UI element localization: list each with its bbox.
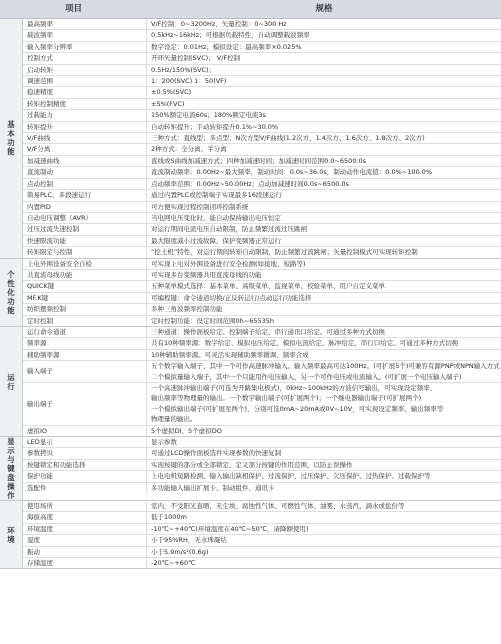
table-row — [23, 281, 501, 292]
row-name: 共直流母线功能 — [23, 270, 147, 280]
value-line: 0.5Hz/150%(SVC)； — [151, 65, 216, 74]
row-name: 运行命令通道 — [23, 327, 147, 337]
value-line: -20℃~+60℃ — [151, 559, 196, 568]
value-line: 定时控制功能：设定时间范围0h~65535h — [151, 316, 274, 325]
value-line: 显示参数 — [151, 438, 177, 447]
row-value — [147, 19, 501, 29]
table-row — [23, 547, 501, 558]
header-item: 项目 — [64, 4, 82, 14]
table-row — [23, 99, 501, 110]
row-value — [147, 471, 501, 481]
value-line: 五个数字输入端子，其中一个可作高速脉冲输入。输入频率最高可达100Hz。(可扩展5个)可兼容有源PNP或NPN输入方式 — [151, 362, 500, 371]
table-row — [23, 558, 501, 568]
row-value — [147, 133, 501, 143]
row-name: 转矩提升 — [23, 122, 147, 132]
value-line: 一个高速脉冲输出端子(可选为开路集电极式)，0kHz~100kHz的方波信号输出，可实现设定频率、 — [151, 384, 437, 392]
value-line: 多功能输入输出扩展卡、制动组件、通讯卡 — [151, 483, 275, 492]
table-row — [23, 53, 501, 64]
value-line: 小于95%RH，无水珠凝结 — [151, 536, 227, 545]
row-value — [147, 99, 501, 109]
table-row — [23, 19, 501, 30]
value-line: 输出频率等物理量的输出。一个数字输出端子(可扩展两个)；一个继电器输出端子(可扩展两个) — [151, 394, 422, 403]
row-name: 调速范围 — [23, 76, 147, 86]
value-line: 当电网电压变化时，能自动保持输出电压恒定 — [151, 213, 281, 222]
row-name: 海拔高度 — [23, 512, 147, 522]
value-line: 多种三角波频率控制功能 — [151, 305, 223, 314]
value-line: V/F控制：0~3200Hz，矢量控制：0~300 Hz — [151, 20, 287, 28]
table-row — [23, 144, 501, 155]
row-value — [147, 448, 501, 458]
row-value — [147, 65, 501, 75]
row-value — [147, 87, 501, 97]
row-value — [147, 460, 501, 470]
row-name: 点动控制 — [23, 179, 147, 189]
value-line: 物理量的输出。 — [151, 415, 197, 424]
row-name: 稳速精度 — [23, 87, 147, 97]
table-row — [23, 133, 501, 144]
value-line: 可实现多台变频器共用直流母线的功能 — [151, 270, 262, 279]
table-row — [23, 471, 501, 482]
row-value — [147, 383, 501, 425]
value-line: 三种方式：直线型；多点型；N次方型V/F曲线(1.2次方、1.4次方、1.6次方、1.8次方、2次方) — [151, 134, 425, 143]
spec-group — [0, 437, 501, 501]
row-name: 上电外围设备安全自检 — [23, 259, 147, 269]
table-row — [23, 76, 501, 87]
table-row — [23, 259, 501, 270]
row-value — [147, 512, 501, 522]
row-name: 直流制动 — [23, 167, 147, 177]
value-line: 自动转矩提升；手动转矩提升0.1%~30.0% — [151, 122, 279, 131]
row-name: 最高频率 — [23, 19, 147, 29]
row-name: MF.K键 — [23, 293, 147, 303]
row-value — [147, 483, 501, 493]
value-line: ±0.5%(SVC) — [151, 88, 192, 97]
table-row — [23, 167, 501, 178]
table-row — [23, 426, 501, 436]
spec-group — [0, 327, 501, 437]
row-name: 定时控制 — [23, 316, 147, 326]
row-value — [147, 224, 501, 234]
table-row — [23, 202, 501, 213]
row-value — [147, 236, 501, 246]
table-row — [23, 156, 501, 167]
row-name: 自动电压调整（AVR） — [23, 213, 147, 223]
row-name: 转矩控制精度 — [23, 99, 147, 109]
row-name: 纺织摆频控制 — [23, 304, 147, 314]
table-row — [23, 293, 501, 304]
row-name: 参数拷贝 — [23, 448, 147, 458]
table-row — [23, 224, 501, 235]
value-line: “挖土机”特性，对运行期间转矩自动限制，防止频繁过流跳闸；矢量控制模式可实现转矩控制 — [151, 248, 418, 257]
row-value — [147, 122, 501, 132]
row-name: 输入频率分辨率 — [23, 42, 147, 52]
value-line: 三种通道：操作面板给定、控制端子给定、串行通讯口给定。可通过多种方式切换 — [151, 327, 385, 336]
value-line: 小于5.9m/s²(0.6g) — [151, 547, 209, 556]
row-name: 存储温度 — [23, 558, 147, 568]
group-label: 显 示 与 键 盘 操 作 — [0, 437, 23, 500]
row-value — [147, 426, 501, 436]
value-line: 点动频率范围：0.00Hz~50.00Hz；点动加减速时间0.0s~6500.0s — [151, 179, 349, 188]
table-row — [23, 448, 501, 459]
value-line: 数字设定：0.01Hz；模拟设定：最高频率×0.025% — [151, 42, 302, 51]
row-name: 控制方式 — [23, 53, 147, 63]
table-row — [23, 437, 501, 448]
value-line: 低于1000m — [151, 513, 187, 522]
value-line: 5个虚拟DI、5个虚拟DO — [151, 426, 222, 435]
value-line: 最大限度减小过流故障，保护变频器正常运行 — [151, 236, 281, 245]
row-value — [147, 361, 501, 382]
value-line: 通过内置PLC或控制端子实现最多16段速运行 — [151, 191, 282, 200]
row-name: LED显示 — [23, 437, 147, 447]
table-row — [23, 179, 501, 190]
spec-group — [0, 19, 501, 259]
table-row — [23, 338, 501, 349]
table-row — [23, 361, 501, 383]
table-row — [23, 501, 501, 512]
row-value — [147, 179, 501, 189]
value-line: 五种菜单模式选择：基本菜单、高级菜单、监视菜单、校验菜单、用户自定义菜单 — [151, 282, 385, 291]
value-line: 150%额定电流60s；180%额定电流3s — [151, 111, 266, 120]
row-value — [147, 316, 501, 326]
row-name: 过压过流失速控制 — [23, 224, 147, 234]
row-value — [147, 156, 501, 166]
value-line: 1：200(SVC) 1：50(VF) — [151, 77, 227, 86]
group-label: 运 行 — [0, 327, 23, 436]
row-name: 环境温度 — [23, 524, 147, 534]
row-name: 内置PID — [23, 202, 147, 212]
table-row — [23, 460, 501, 471]
row-value — [147, 202, 501, 212]
row-value — [147, 338, 501, 348]
table-row — [23, 350, 501, 361]
row-value — [147, 213, 501, 223]
group-label: 环 境 — [0, 501, 23, 568]
value-line: ±5%(FVC) — [151, 99, 185, 108]
row-value — [147, 144, 501, 154]
value-line: 实现按键的部分或全部锁定，定义部分按键的作用范围，以防止误操作 — [151, 460, 353, 469]
value-line: 室内，不受阳光直晒，无尘埃、腐蚀性气体、可燃性气体、油雾、水蒸汽、滴水或盐份等 — [151, 502, 405, 511]
spec-group — [0, 501, 501, 569]
table-row — [23, 304, 501, 315]
row-name: 转矩限定与控制 — [23, 247, 147, 257]
row-value — [147, 524, 501, 534]
value-line: 可通过LCD操作面板选件实现参数的快速复制 — [151, 449, 282, 458]
table-body — [0, 19, 501, 569]
row-name: 启动转矩 — [23, 65, 147, 75]
row-name: V/F曲线 — [23, 133, 147, 143]
value-line: 上电电机短路检测、输入输出缺相保护、过流保护、过压保护、欠压保护、过热保护、过载保护等 — [151, 472, 431, 481]
row-name: 输出端子 — [23, 383, 147, 425]
row-value — [147, 350, 501, 360]
table-row — [23, 190, 501, 201]
table-row — [23, 383, 501, 426]
value-line: 可实现上电对外围设备进行安全检测(如接地、短路等) — [151, 259, 306, 268]
row-name: V/F分离 — [23, 144, 147, 154]
row-value — [147, 304, 501, 314]
row-name: 简易PLC、多段速运行 — [23, 190, 147, 200]
group-label: 基 本 功 能 — [0, 19, 23, 258]
row-value — [147, 501, 501, 511]
row-value — [147, 558, 501, 568]
row-value — [147, 437, 501, 447]
value-line: 直流制动频率：0.00Hz~最大频率，制动时间：0.0s~36.0s，制动动作电流值：0.0%~100.0% — [151, 168, 432, 177]
table-row — [23, 512, 501, 523]
row-value — [147, 293, 501, 303]
table-row — [23, 327, 501, 338]
row-name: 输入端子 — [23, 361, 147, 382]
row-value — [147, 281, 501, 291]
table-row — [23, 213, 501, 224]
row-value — [147, 259, 501, 269]
row-name: 过载能力 — [23, 110, 147, 120]
row-value — [147, 247, 501, 257]
table-row — [23, 236, 501, 247]
row-value — [147, 30, 501, 40]
value-line: -10℃~+40℃(环境温度在40℃~50℃，请降额使用) — [151, 524, 309, 533]
row-name: 按键锁定和功能选择 — [23, 460, 147, 470]
table-row — [23, 42, 501, 53]
table-row — [23, 110, 501, 121]
value-line: 直线或S曲线加减速方式；四种加减速时间；加减速时间范围0.0~6500.0s — [151, 156, 367, 165]
row-name: 湿度 — [23, 535, 147, 545]
row-value — [147, 53, 501, 63]
table-row — [23, 524, 501, 535]
spec-group — [0, 259, 501, 327]
row-value — [147, 42, 501, 52]
value-line: 开环矢量控制(SVC)； V/F控制 — [151, 54, 241, 63]
row-name: 频率源 — [23, 338, 147, 348]
table-row — [23, 247, 501, 257]
table-row — [23, 30, 501, 41]
table-row — [23, 122, 501, 133]
header-spec: 规格 — [315, 4, 333, 14]
value-line: 10种辅助频率源。可灵活实现辅助频率微调、频率合成 — [151, 350, 309, 359]
value-line: 可编程键：命令通道切换/正反转运行/点动运行功能选择 — [151, 293, 312, 302]
group-label: 个 性 化 功 能 — [0, 259, 23, 326]
table-row — [23, 483, 501, 493]
row-name: 使用场所 — [23, 501, 147, 511]
row-value — [147, 270, 501, 280]
value-line: 2种方式：全分离、半分离 — [151, 145, 227, 154]
row-name: 虚拟IO — [23, 426, 147, 436]
row-name: 振动 — [23, 547, 147, 557]
table-row — [23, 270, 501, 281]
table-row — [23, 87, 501, 98]
row-name: 辅助频率源 — [23, 350, 147, 360]
value-line: 共有10种频率源：数字给定、模拟电压给定、模拟电流给定、脉冲给定、串行口给定。可通过多种方式切换 — [151, 339, 459, 348]
value-line: 0.5kHz~16kHz；可根据负载特性，自动调整载波频率 — [151, 31, 310, 40]
value-line: 可方便实现过程控制闭环控制系统 — [151, 202, 249, 211]
value-line: 一个模拟输出端子(可扩展至两个)，分别可选0mA~20mA或0V~10V，可实现设定频率、输出频率等 — [151, 404, 444, 413]
row-name: 加减速曲线 — [23, 156, 147, 166]
row-value — [147, 76, 501, 86]
value-line: 二个模拟量输入端子，其中一个只能用作电压输入，另一个可作电压或电流输入。(可扩展一个电压输入端子) — [151, 372, 462, 381]
row-name: 选配件 — [23, 483, 147, 493]
row-name: 保护功能 — [23, 471, 147, 481]
table-row — [23, 535, 501, 546]
table-row — [23, 316, 501, 326]
row-value — [147, 535, 501, 545]
row-value — [147, 110, 501, 120]
row-value — [147, 190, 501, 200]
row-value — [147, 547, 501, 557]
row-value — [147, 327, 501, 337]
row-value — [147, 167, 501, 177]
table-header — [0, 0, 501, 19]
row-name: 载波频率 — [23, 30, 147, 40]
row-name: QUICK键 — [23, 281, 147, 291]
row-name: 快速限流功能 — [23, 236, 147, 246]
value-line: 对运行期间电流电压自动限制，防止频繁过流过压跳闸 — [151, 225, 307, 234]
table-row — [23, 65, 501, 76]
